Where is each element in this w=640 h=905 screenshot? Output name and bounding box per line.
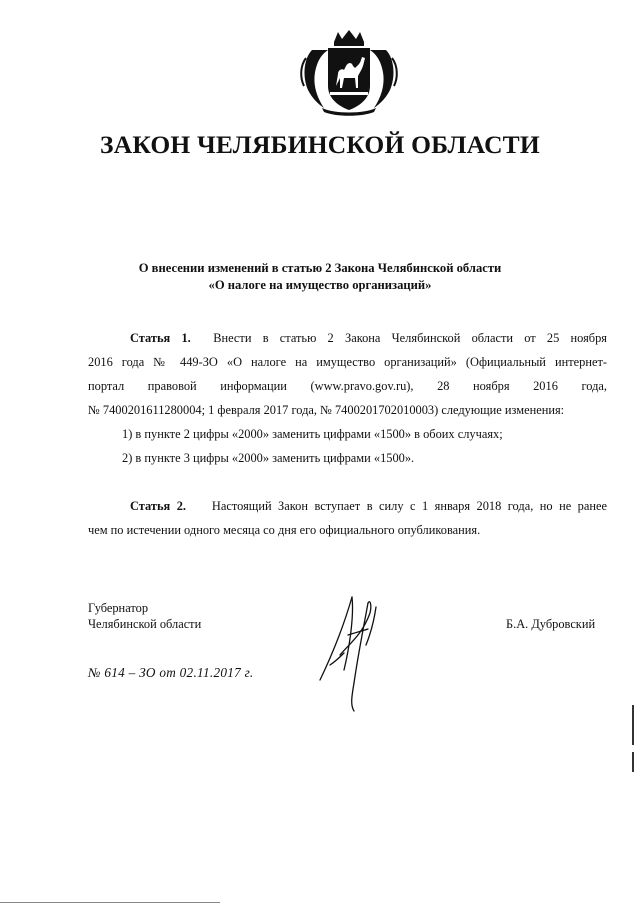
chelyabinsk-coat-of-arms-icon	[294, 28, 404, 118]
law-subtitle	[0, 260, 640, 294]
scan-mark-2	[632, 752, 634, 772]
article-1-item-1: 1) в пункте 2 цифры «2000» заменить цифрами «1500» в обоих случаях;	[122, 427, 503, 441]
article-2-line-2: чем по истечении одного месяца со дня его официального опубликования.	[88, 523, 481, 537]
subtitle-line-1: О внесении изменений в статью 2 Закона Челябинской области	[138, 261, 502, 275]
scan-mark-3	[0, 902, 220, 903]
article-2-line-1-text: Настоящий Закон вступает в силу с 1 января 2018 года, но не ранее	[211, 499, 607, 513]
law-title: ЗАКОН ЧЕЛЯБИНСКОЙ ОБЛАСТИ	[100, 130, 540, 159]
article-1-item-2: 2) в пункте 3 цифры «2000» заменить цифрами «1500».	[122, 451, 415, 465]
article-1-line-1-text: Внести в статью 2 Закона Челябинской области от 25 ноября	[213, 331, 607, 345]
handwritten-signature	[310, 585, 390, 715]
law-number: № 614 – ЗО от 02.11.2017 г.	[88, 665, 254, 680]
article-2-line-1	[88, 494, 607, 518]
signatory-position	[88, 600, 201, 632]
article-2-label: Статья 2.	[130, 499, 187, 513]
signatory-name: Б.А. Дубровский	[506, 617, 596, 631]
article-2	[88, 494, 607, 542]
article-1-line-3: портал правовой информации (www.pravo.gov.ru), 28 ноября 2016 года,	[88, 379, 607, 393]
article-1-line-1	[88, 326, 607, 350]
article-1-label: Статья 1.	[130, 331, 191, 345]
article-1	[88, 326, 607, 470]
article-1-line-4: № 7400201611280004; 1 февраля 2017 года, № 7400201702010003) следующие изменения:	[88, 403, 565, 417]
article-1-line-2: 2016 года № 449-ЗО «О налоге на имущество организаций» (Официальный интернет-	[88, 355, 607, 369]
signatory-position-line-1: Губернатор	[88, 601, 149, 615]
subtitle-line-2: «О налоге на имущество организаций»	[208, 278, 432, 292]
scan-mark-1	[632, 705, 634, 745]
signatory-position-line-2: Челябинской области	[88, 617, 202, 631]
